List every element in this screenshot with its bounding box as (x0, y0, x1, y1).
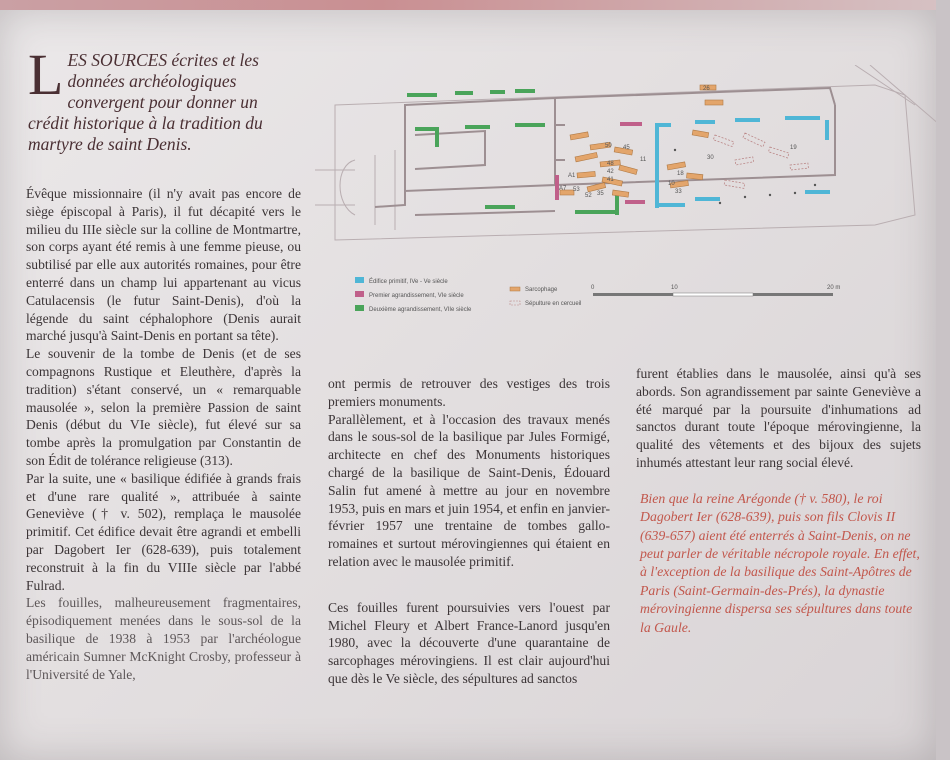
svg-text:48: 48 (607, 161, 614, 167)
text-column-3 (636, 365, 921, 637)
highlight-quote: Bien que la reine Arégonde († v. 580), le roi Dagobert Ier (628-639), puis son fils Clovis II (639-657) aient été enterrés à Saint-Denis, on ne peut parler de véritable nécropole royale. En effet, à l'exception de la basilique des Saint-Apôtres de Paris (Saint-Germain-des-Prés), la dynastie mérovingienne dispersa ses sépultures dans toute la Gaule. (640, 490, 920, 635)
svg-text:18: 18 (677, 171, 684, 177)
paragraph: Évêque missionnaire (il n'y avait pas encore de siège épiscopal à Paris), il fut décapité vers le milieu du IIIe siècle sur la colline de Montmartre, son corps ayant été remis à une femme pieuse, ou subtilisé par elle aux autorités romaines, pour être enterré dans un champ lui appartenant au vicus Catulacensis (le futur Saint-Denis), d'où la légende du saint céphalophore (Denis aurait marché jusqu'à Saint-Denis en portant sa tête). (26, 186, 301, 344)
svg-text:41: 41 (607, 177, 614, 183)
svg-text:52: 52 (585, 193, 592, 199)
svg-text:A7: A7 (559, 186, 567, 192)
paragraph: furent établies dans le mausolée, ainsi qu'à ses abords. Son agrandissement par sainte Geneviève a été marqué par la poursuite d'inhumations ad sanctos durant toute l'époque mérovingienne, la qualité des vêtements et des bijoux des sujets inhumés attestant leur rang social élevé. (636, 366, 921, 470)
panel-right-edge (936, 0, 950, 760)
drop-cap: L (28, 42, 64, 107)
paragraph: Ces fouilles furent poursuivies vers l'ouest par Michel Fleury et Albert France-Lanord jusqu'en 1980, avec la découverte d'une quarantaine de sarcophages mérovingiens. Il est clair aujourd'hui que dès le Ve siècle, des sépultures ad sanctos (328, 599, 610, 686)
scale-0: 0 (591, 285, 595, 291)
legend-sarcophagus: Sarcophage (525, 287, 558, 293)
legend-swatch-primitive (355, 277, 364, 283)
scale-bar (591, 285, 840, 296)
svg-text:11: 11 (640, 157, 647, 163)
svg-text:10: 10 (668, 181, 675, 187)
scale-20: 20 m (827, 285, 841, 291)
paragraph: Par la suite, une « basilique édifiée à grands frais et d'une rare qualité », attribuée à sainte Geneviève († v. 502), remplaça le mausolée primitif. Cet édifice devait être agrandi et embelli par Dagobert Ier (628-639), puis totalement reconstruit à la fin du VIIIe siècle par l'abbé Fulrad. (26, 470, 301, 593)
svg-text:50: 50 (605, 143, 612, 149)
paragraph: ont permis de retrouver des vestiges des trois premiers monuments. (328, 376, 610, 409)
intro-heading (28, 42, 283, 155)
legend-swatch-coffin (510, 301, 520, 305)
svg-text:26: 26 (703, 86, 710, 92)
legend-coffin-burial: Sépulture en cercueil (525, 301, 582, 307)
svg-text:30: 30 (707, 155, 714, 161)
svg-text:42: 42 (607, 169, 614, 175)
legend-primitive: Édifice primitif, IVe - Ve siècle (369, 279, 448, 285)
paragraph: Le souvenir de la tombe de Denis (et de ses compagnons Rustique et Eleuthère, d'après la tradition) s'étant conservé, un « remarquable mausolée », selon la première Passion de saint Denis (début du VIe siècle), fut élevé sur sa tombe après la promulgation par Constantin de son Édit de tolérance religieuse (313). (26, 346, 301, 468)
svg-text:A1: A1 (568, 173, 576, 179)
svg-text:53: 53 (573, 187, 580, 193)
svg-text:45: 45 (623, 145, 630, 151)
scale-10: 10 (671, 285, 678, 291)
paragraph: Parallèlement, et à l'occasion des travaux menés dans le sous-sol de la basilique par Jules Formigé, architecte en chef des Monuments historiques chargé de la basilique de Saint-Denis, Édouard Salin fut amené à mettre au jour en novembre 1953, puis en mars et juin 1954, et enfin en janvier-février 1957 une trentaine de tombes gallo-romaines et surtout mérovingiennes qui étaient en relation avec le mausolée primitif. (328, 411, 610, 569)
intro-text: ES SOURCES écrites et les données archéologiques convergent pour donner un crédit historique à la tradition du martyre de saint Denis. (28, 50, 263, 154)
paragraph: Les fouilles, malheureusement fragmentaires, épisodiquement menées dans le sous-sol de la basilique de 1938 à 1953 par l'archéologue américain Sumner McKnight Crosby, professeur à l'Université de Yale, (26, 595, 301, 682)
svg-text:35: 35 (597, 191, 604, 197)
legend-swatch-first-extension (355, 291, 364, 297)
svg-text:33: 33 (675, 189, 682, 195)
legend-first-extension: Premier agrandissement, VIe siècle (369, 293, 464, 299)
text-column-2 (328, 375, 610, 688)
exhibition-panel (0, 10, 936, 760)
text-column-1 (26, 185, 301, 683)
archaeological-plan (315, 65, 940, 325)
legend-second-extension: Deuxième agrandissement, VIIe siècle (369, 307, 472, 313)
svg-text:19: 19 (790, 145, 797, 151)
legend-swatch-second-extension (355, 305, 364, 311)
legend-swatch-sarcophagus (510, 287, 520, 291)
